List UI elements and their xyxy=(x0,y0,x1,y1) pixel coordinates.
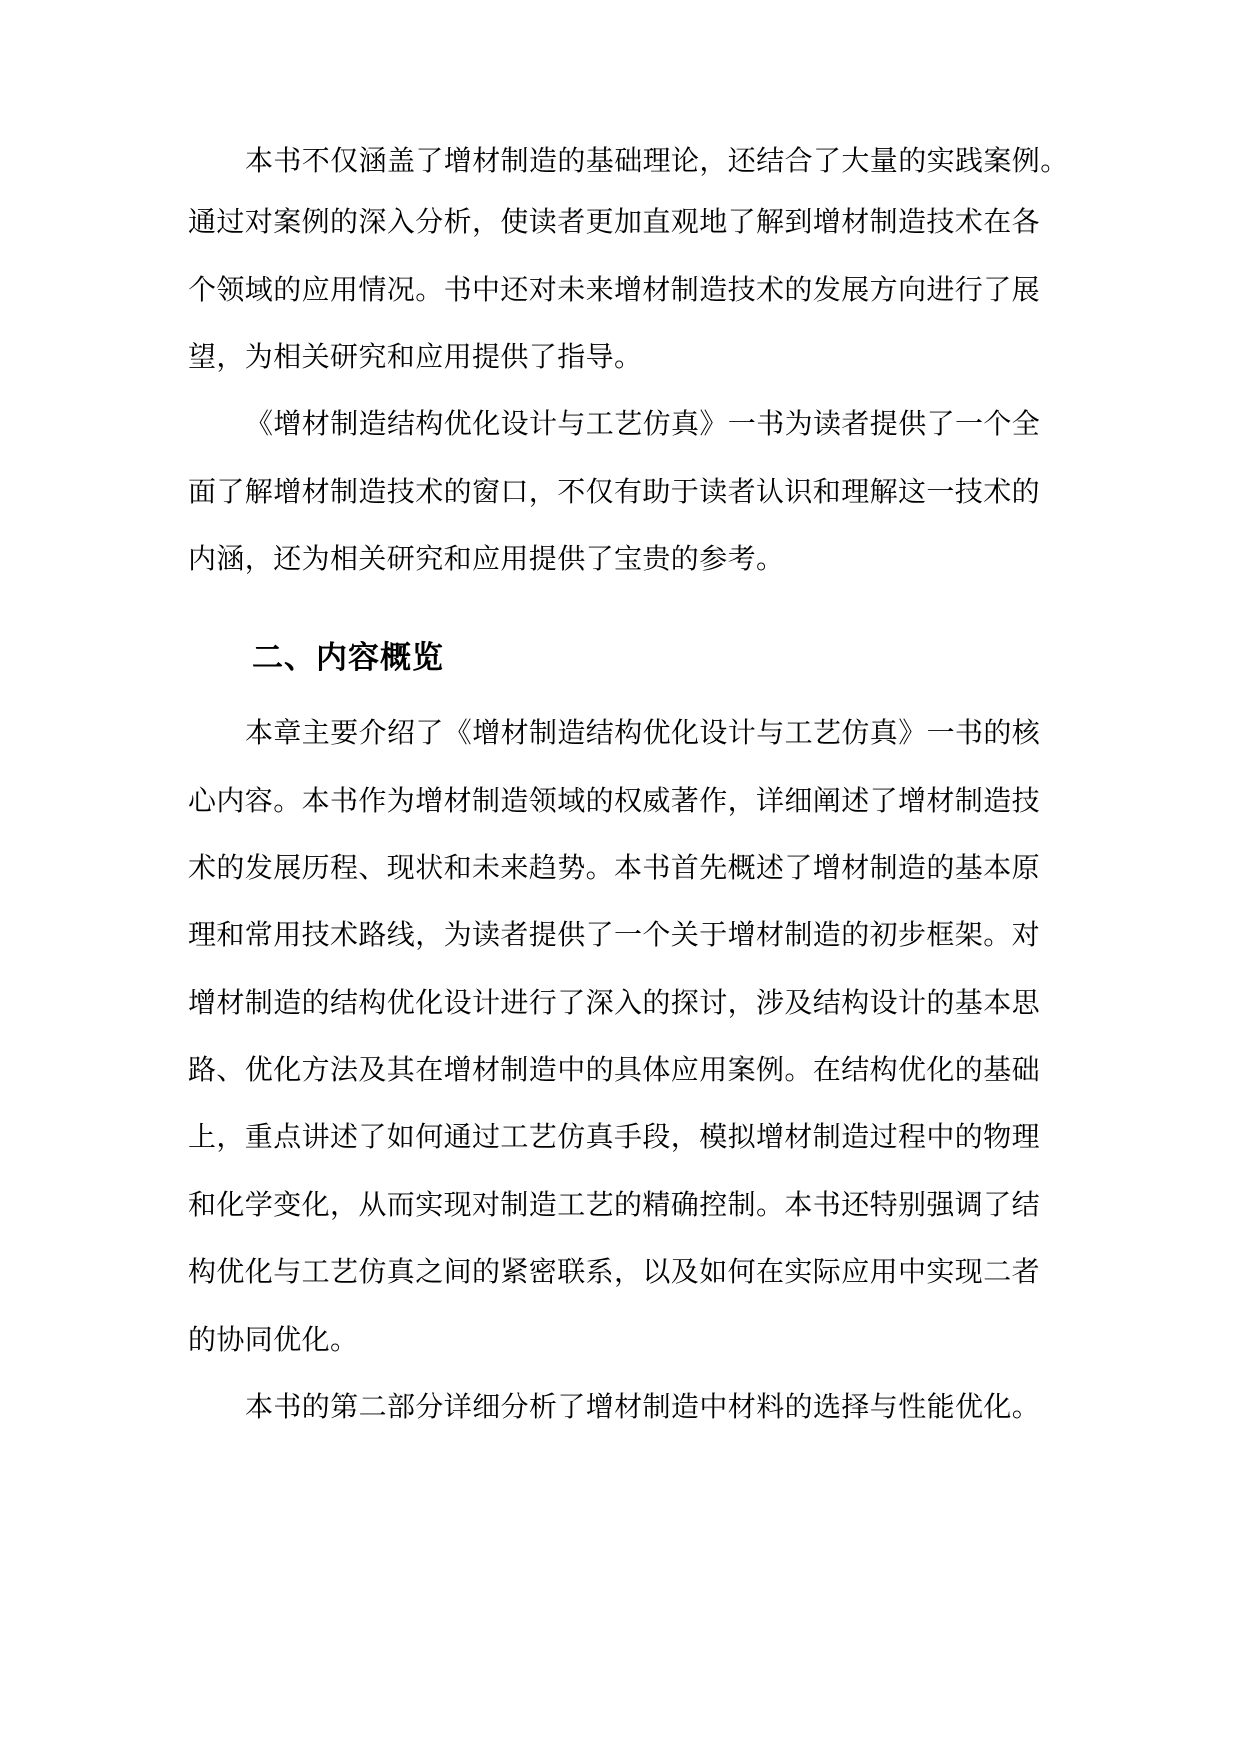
summary-paragraph-line-2: 面了解增材制造技术的窗口，不仅有助于读者认识和理解这一技术的 xyxy=(188,475,1041,508)
summary-paragraph-line-1: 《增材制造结构优化设计与工艺仿真》一书为读者提供了一个全 xyxy=(245,407,1041,440)
overview-paragraph-line-2: 心内容。本书作为增材制造领域的权威著作，详细阐述了增材制造技 xyxy=(188,784,1041,817)
intro-paragraph-line-1: 本书不仅涵盖了增材制造的基础理论，还结合了大量的实践案例。 xyxy=(245,144,1069,177)
second-part-paragraph-line-1: 本书的第二部分详细分析了增材制造中材料的选择与性能优化。 xyxy=(245,1390,1041,1423)
intro-paragraph-line-4: 望，为相关研究和应用提供了指导。 xyxy=(188,340,643,373)
overview-paragraph-line-3: 术的发展历程、现状和未来趋势。本书首先概述了增材制造的基本原 xyxy=(188,851,1041,884)
overview-paragraph-line-8: 和化学变化，从而实现对制造工艺的精确控制。本书还特别强调了结 xyxy=(188,1188,1041,1221)
overview-paragraph-line-10: 的协同优化。 xyxy=(188,1323,359,1356)
overview-paragraph-line-4: 理和常用技术路线，为读者提供了一个关于增材制造的初步框架。对 xyxy=(188,918,1041,951)
summary-paragraph-line-3: 内涵，还为相关研究和应用提供了宝贵的参考。 xyxy=(188,542,785,575)
overview-paragraph-line-5: 增材制造的结构优化设计进行了深入的探讨，涉及结构设计的基本思 xyxy=(188,986,1041,1019)
section-heading: 二、内容概览 xyxy=(252,640,444,676)
overview-paragraph-line-9: 构优化与工艺仿真之间的紧密联系，以及如何在实际应用中实现二者 xyxy=(188,1255,1041,1288)
overview-paragraph-line-6: 路、优化方法及其在增材制造中的具体应用案例。在结构优化的基础 xyxy=(188,1053,1041,1086)
overview-paragraph-line-7: 上，重点讲述了如何通过工艺仿真手段，模拟增材制造过程中的物理 xyxy=(188,1120,1041,1153)
intro-paragraph-line-3: 个领域的应用情况。书中还对未来增材制造技术的发展方向进行了展 xyxy=(188,273,1041,306)
intro-paragraph-line-2: 通过对案例的深入分析，使读者更加直观地了解到增材制造技术在各 xyxy=(188,205,1041,238)
overview-paragraph-line-1: 本章主要介绍了《增材制造结构优化设计与工艺仿真》一书的核 xyxy=(245,716,1041,749)
